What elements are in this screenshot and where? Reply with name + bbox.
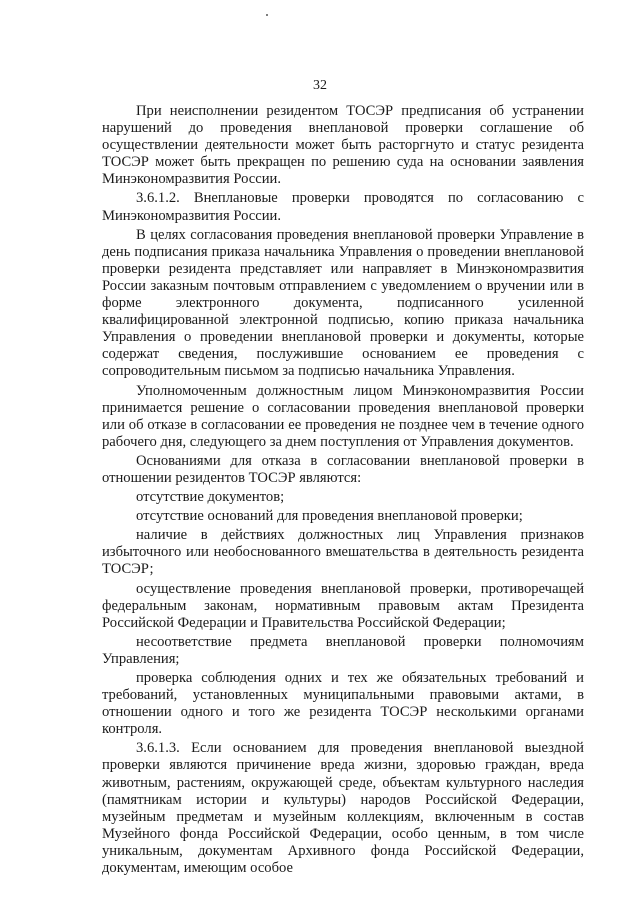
scan-speck-top [266,14,268,16]
list-item: проверка соблюдения одних и тех же обязательных требований и требований, установленных муниципальными правовыми актами, в отношении одного и того же резидента ТОСЭР несколькими органами контроля. [102,670,584,738]
paragraph-3-6-1-2: 3.6.1.2. Внеплановые проверки проводятся по согласованию с Минэкономразвития России. [102,190,584,224]
paragraph-refusal-grounds-intro: Основаниями для отказа в согласовании внеплановой проверки в отношении резидентов ТОСЭР являются: [102,452,584,486]
paragraph-prescription-noncompliance: При неисполнении резидентом ТОСЭР предписания об устранении нарушений до проведения внеплановой проверки соглашение об осуществлении деятельности может быть расторгнуто и статус резидента ТОСЭР может быть прекращен по решению суда на основании заявления Минэкономразвития России. [102,103,584,188]
list-item: отсутствие оснований для проведения внеплановой проверки; [136,508,523,525]
list-item: осуществление проведения внеплановой проверки, противоречащей федеральным законам, нормативным правовым актам Президента Российской Федерации и Правительства Российской Федерации; [102,580,584,631]
refusal-grounds-list [102,489,584,738]
paragraph-3-6-1-3: 3.6.1.3. Если основанием для проведения внеплановой выездной проверки являются причинение вреда жизни, здоровью граждан, вреда животным, растениям, окружающей среде, объектам культурного наследия (памятникам истории и культуры) народов Российской Федерации, музейным предметам и музейным коллекциям, включенным в состав Музейного фонда Российской Федерации, особо ценным, в том числе уникальным, документам Архивного фонда Российской Федерации, документам, имеющим особое [102,740,584,877]
list-item: несоответствие предмета внеплановой проверки полномочиям Управления; [102,633,584,667]
page-number: 32 [313,78,327,93]
document-body [102,103,584,879]
list-item: наличие в действиях должностных лиц Управления признаков избыточного или необоснованного вмешательства в деятельность резидента ТОСЭР; [102,527,584,578]
paragraph-decision-timeline: Уполномоченным должностным лицом Минэкономразвития России принимается решение о согласовании проведения внеплановой проверки или об отказе в согласовании ее проведения не позднее чем в течение одного рабочего дня, следующего за днем поступления от Управления документов. [102,382,584,450]
paragraph-approval-procedure: В целях согласования проведения внеплановой проверки Управление в день подписания приказа начальника Управления о проведении внеплановой проверки резидента представляет или направляет в Минэкономразвития России заказным почтовым отправлением с уведомлением о вручении или в форме электронного документа, подписанного усиленной квалифицированной электронной подписью, копию приказа начальника Управления о проведении внеплановой проверки и документы, которые содержат сведения, послужившие основанием ее проведения с сопроводительным письмом за подписью начальника Управления. [102,226,584,380]
list-item: отсутствие документов; [136,489,285,506]
